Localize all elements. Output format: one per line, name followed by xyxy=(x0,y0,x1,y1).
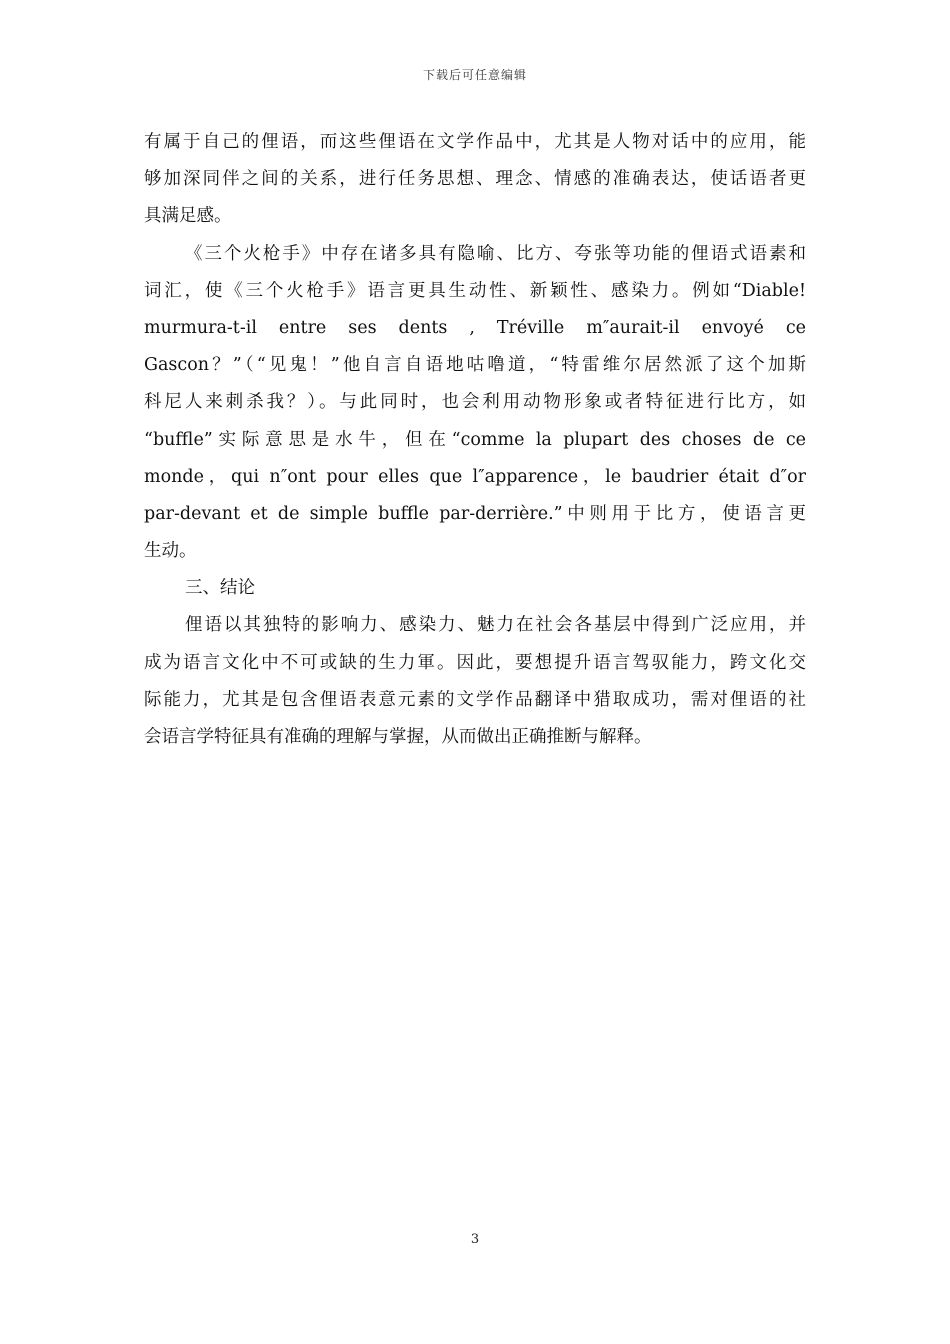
section-heading: 三、结论 xyxy=(185,578,255,599)
text-line: par-devant et de simple buffle par-derrière.”中则用于比方，使语言更 xyxy=(144,503,806,524)
text-line: 有属于自己的俚语，而这些俚语在文学作品中，尤其是人物对话中的应用，能 xyxy=(144,132,806,152)
text-line: 生动。 xyxy=(144,541,197,562)
paragraph-start-line: 俚语以其独特的影响力、感染力、魅力在社会各基层中得到广泛应用，并 xyxy=(185,615,806,636)
text-line: 科尼人来刺杀我？）。与此同时，也会利用动物形象或者特征进行比方，如 xyxy=(144,392,806,413)
text-line: monde，qui n″ont pour elles que l″apparence，le baudrier était d″or xyxy=(144,466,806,487)
text-line: 够加深同伴之间的关系，进行任务思想、理念、情感的准确表达，使话语者更 xyxy=(144,169,806,190)
text-line: 际能力，尤其是包含俚语表意元素的文学作品翻译中猎取成功，需对俚语的社 xyxy=(144,689,806,710)
text-line: “buffle”实际意思是水牛，但在“comme la plupart des choses de ce xyxy=(144,429,806,450)
text-line: 词汇，使《三个火枪手》语言更具生动性、新颖性、感染力。例如“Diable! xyxy=(144,280,806,301)
page-header: 下载后可任意编辑 xyxy=(422,68,527,82)
document-body xyxy=(144,124,806,756)
text-line: 成为语言文化中不可或缺的生力軍。因此，要想提升语言驾驭能力，跨文化交 xyxy=(144,652,806,673)
page-number: 3 xyxy=(470,1232,480,1247)
text-line: Gascon？”（“见鬼！”他自言自语地咕噜道，“特雷维尔居然派了这个加斯 xyxy=(144,355,806,376)
text-line: 会语言学特征具有准确的理解与掌握，从而做出正确推断与解释。 xyxy=(144,727,652,747)
paragraph-start-line: 《三个火枪手》中存在诸多具有隐喻、比方、夸张等功能的俚语式语素和 xyxy=(185,243,806,264)
text-line: murmura-t-il entre ses dents , Tréville m″aurait-il envoyé ce xyxy=(144,317,806,338)
text-line: 具满足感。 xyxy=(144,206,232,227)
